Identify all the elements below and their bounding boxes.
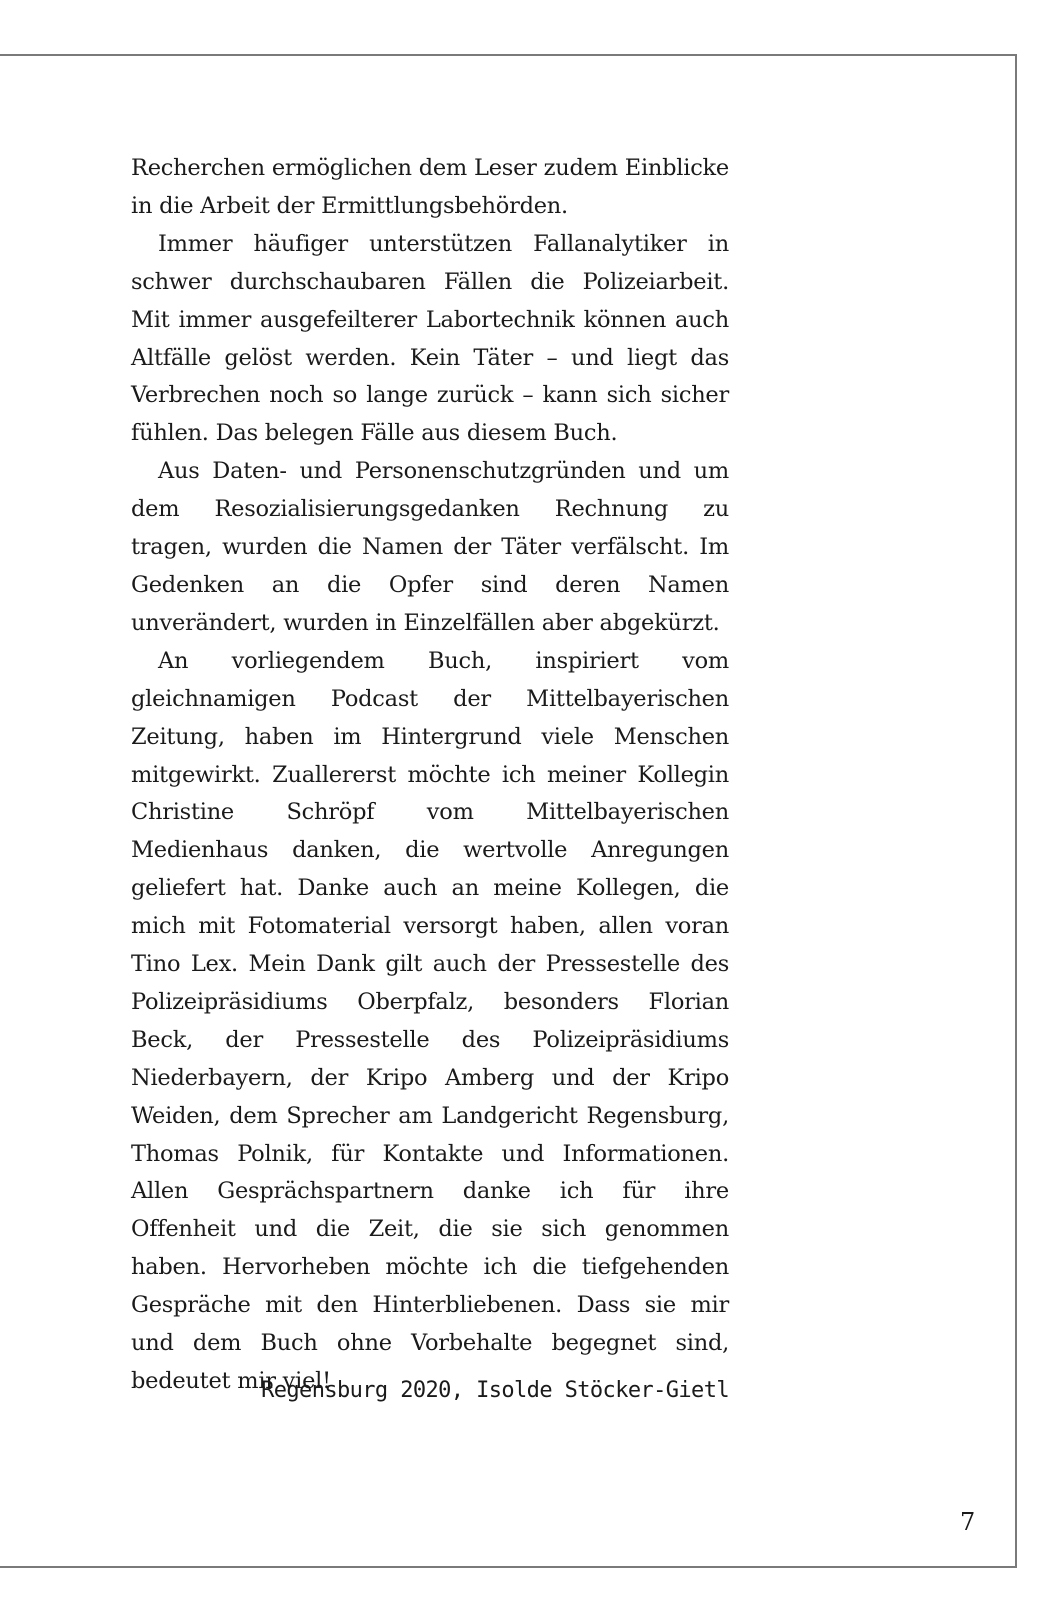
- paragraph-3: Aus Daten- und Personenschutzgründen und um dem Resozialisierungsgedanken Rechnung zu tragen, wurden die Namen der Täter verfälscht. Im Gedenken an die Opfer sind deren Namen unverändert, wurden in Einzelfällen aber abgekürzt.: [131, 458, 729, 636]
- paragraph-2: Immer häufiger unterstützen Fallanalytiker in schwer durchschaubaren Fällen die Polizeiarbeit. Mit immer ausgefeilterer Labortechnik können auch Altfälle gelöst werden. Kein Täter – und liegt das Verbrechen noch so lange zurück – kann sich sicher fühlen. Das belegen Fälle aus diesem Buch.: [131, 230, 729, 447]
- signature: Regensburg 2020, Isolde Stöcker-Gietl: [261, 1378, 729, 1403]
- page-number: 7: [960, 1508, 976, 1536]
- paragraph-1: Recherchen ermöglichen dem Leser zudem Einblicke in die Arbeit der Ermittlungsbehörden.: [131, 155, 729, 219]
- body-text: [131, 150, 729, 1401]
- paragraph-4: An vorliegendem Buch, inspiriert vom gleichnamigen Podcast der Mittelbayerischen Zeitung, haben im Hintergrund viele Menschen mitgewirkt. Zuallererst möchte ich meiner Kollegin Christine Schröpf vom Mittelbayerischen Medienhaus danken, die wertvolle Anregungen geliefert hat. Danke auch an meine Kollegen, die mich mit Fotomaterial versorgt haben, allen voran Tino Lex. Mein Dank gilt auch der Pressestelle des Polizeipräsidiums Oberpfalz, besonders Florian Beck, der Pressestelle des Polizeipräsidiums Niederbayern, der Kripo Amberg und der Kripo Weiden, dem Sprecher am Landgericht Regensburg, Thomas Polnik, für Kontakte und Informationen. Allen Gesprächspartnern danke ich für ihre Offenheit und die Zeit, die sie sich genommen haben. Hervorheben möchte ich die tiefgehenden Gespräche mit den Hinterbliebenen. Dass sie mir und dem Buch ohne Vorbehalte begegnet sind, bedeutet mir viel!: [131, 647, 729, 1394]
